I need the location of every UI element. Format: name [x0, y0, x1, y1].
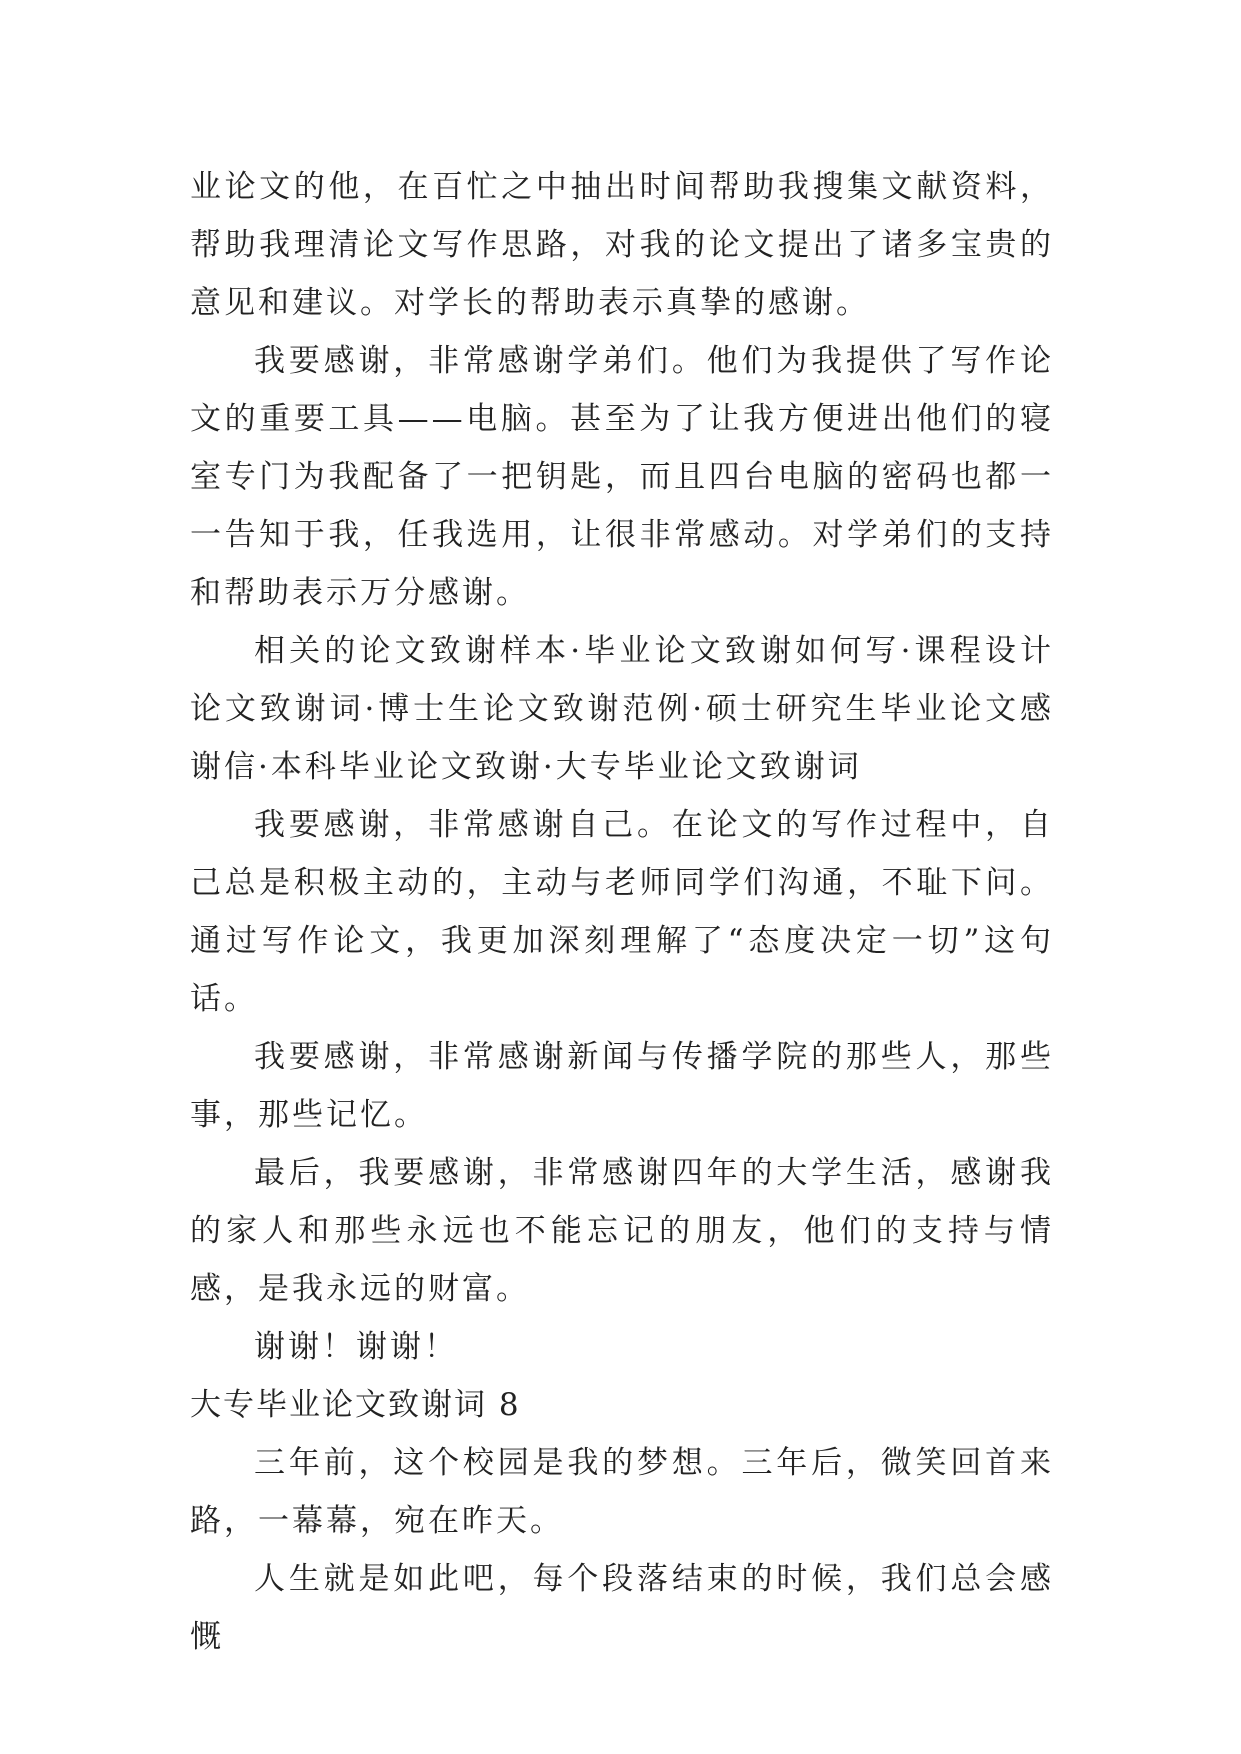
paragraph-related-links: 相关的论文致谢样本·毕业论文致谢如何写·课程设计论文致谢词·博士生论文致谢范例·硕士研究生毕业论文感谢信·本科毕业论文致谢·大专毕业论文致谢词: [190, 633, 1054, 785]
paragraph-three-years: 三年前，这个校园是我的梦想。三年后，微笑回首来路，一幕幕，宛在昨天。: [190, 1445, 1054, 1539]
section-heading: 大专毕业论文致谢词 8: [190, 1387, 521, 1423]
paragraph-thank-self: 我要感谢，非常感谢自己。在论文的写作过程中，自己总是积极主动的，主动与老师同学们沟通，不耻下问。通过写作论文，我更加深刻理解了“态度决定一切”这句话。: [190, 807, 1054, 1017]
paragraph-thank-college: 我要感谢，非常感谢新闻与传播学院的那些人，那些事，那些记忆。: [190, 1039, 1054, 1133]
document-body: [190, 158, 1054, 1666]
paragraph-thank-life: 最后，我要感谢，非常感谢四年的大学生活，感谢我的家人和那些永远也不能忘记的朋友，他们的支持与情感，是我永远的财富。: [190, 1155, 1054, 1307]
paragraph-thanks: 谢谢！谢谢！: [254, 1329, 458, 1365]
paragraph-thank-juniors: 我要感谢，非常感谢学弟们。他们为我提供了写作论文的重要工具——电脑。甚至为了让我方便进出他们的寝室专门为我配备了一把钥匙，而且四台电脑的密码也都一一告知于我，任我选用，让很非常感动。对学弟们的支持和帮助表示万分感谢。: [190, 343, 1054, 611]
paragraph-life: 人生就是如此吧，每个段落结束的时候，我们总会感慨: [190, 1561, 1054, 1655]
paragraph-continued: 业论文的他，在百忙之中抽出时间帮助我搜集文献资料，帮助我理清论文写作思路，对我的论文提出了诸多宝贵的意见和建议。对学长的帮助表示真挚的感谢。: [190, 169, 1054, 321]
